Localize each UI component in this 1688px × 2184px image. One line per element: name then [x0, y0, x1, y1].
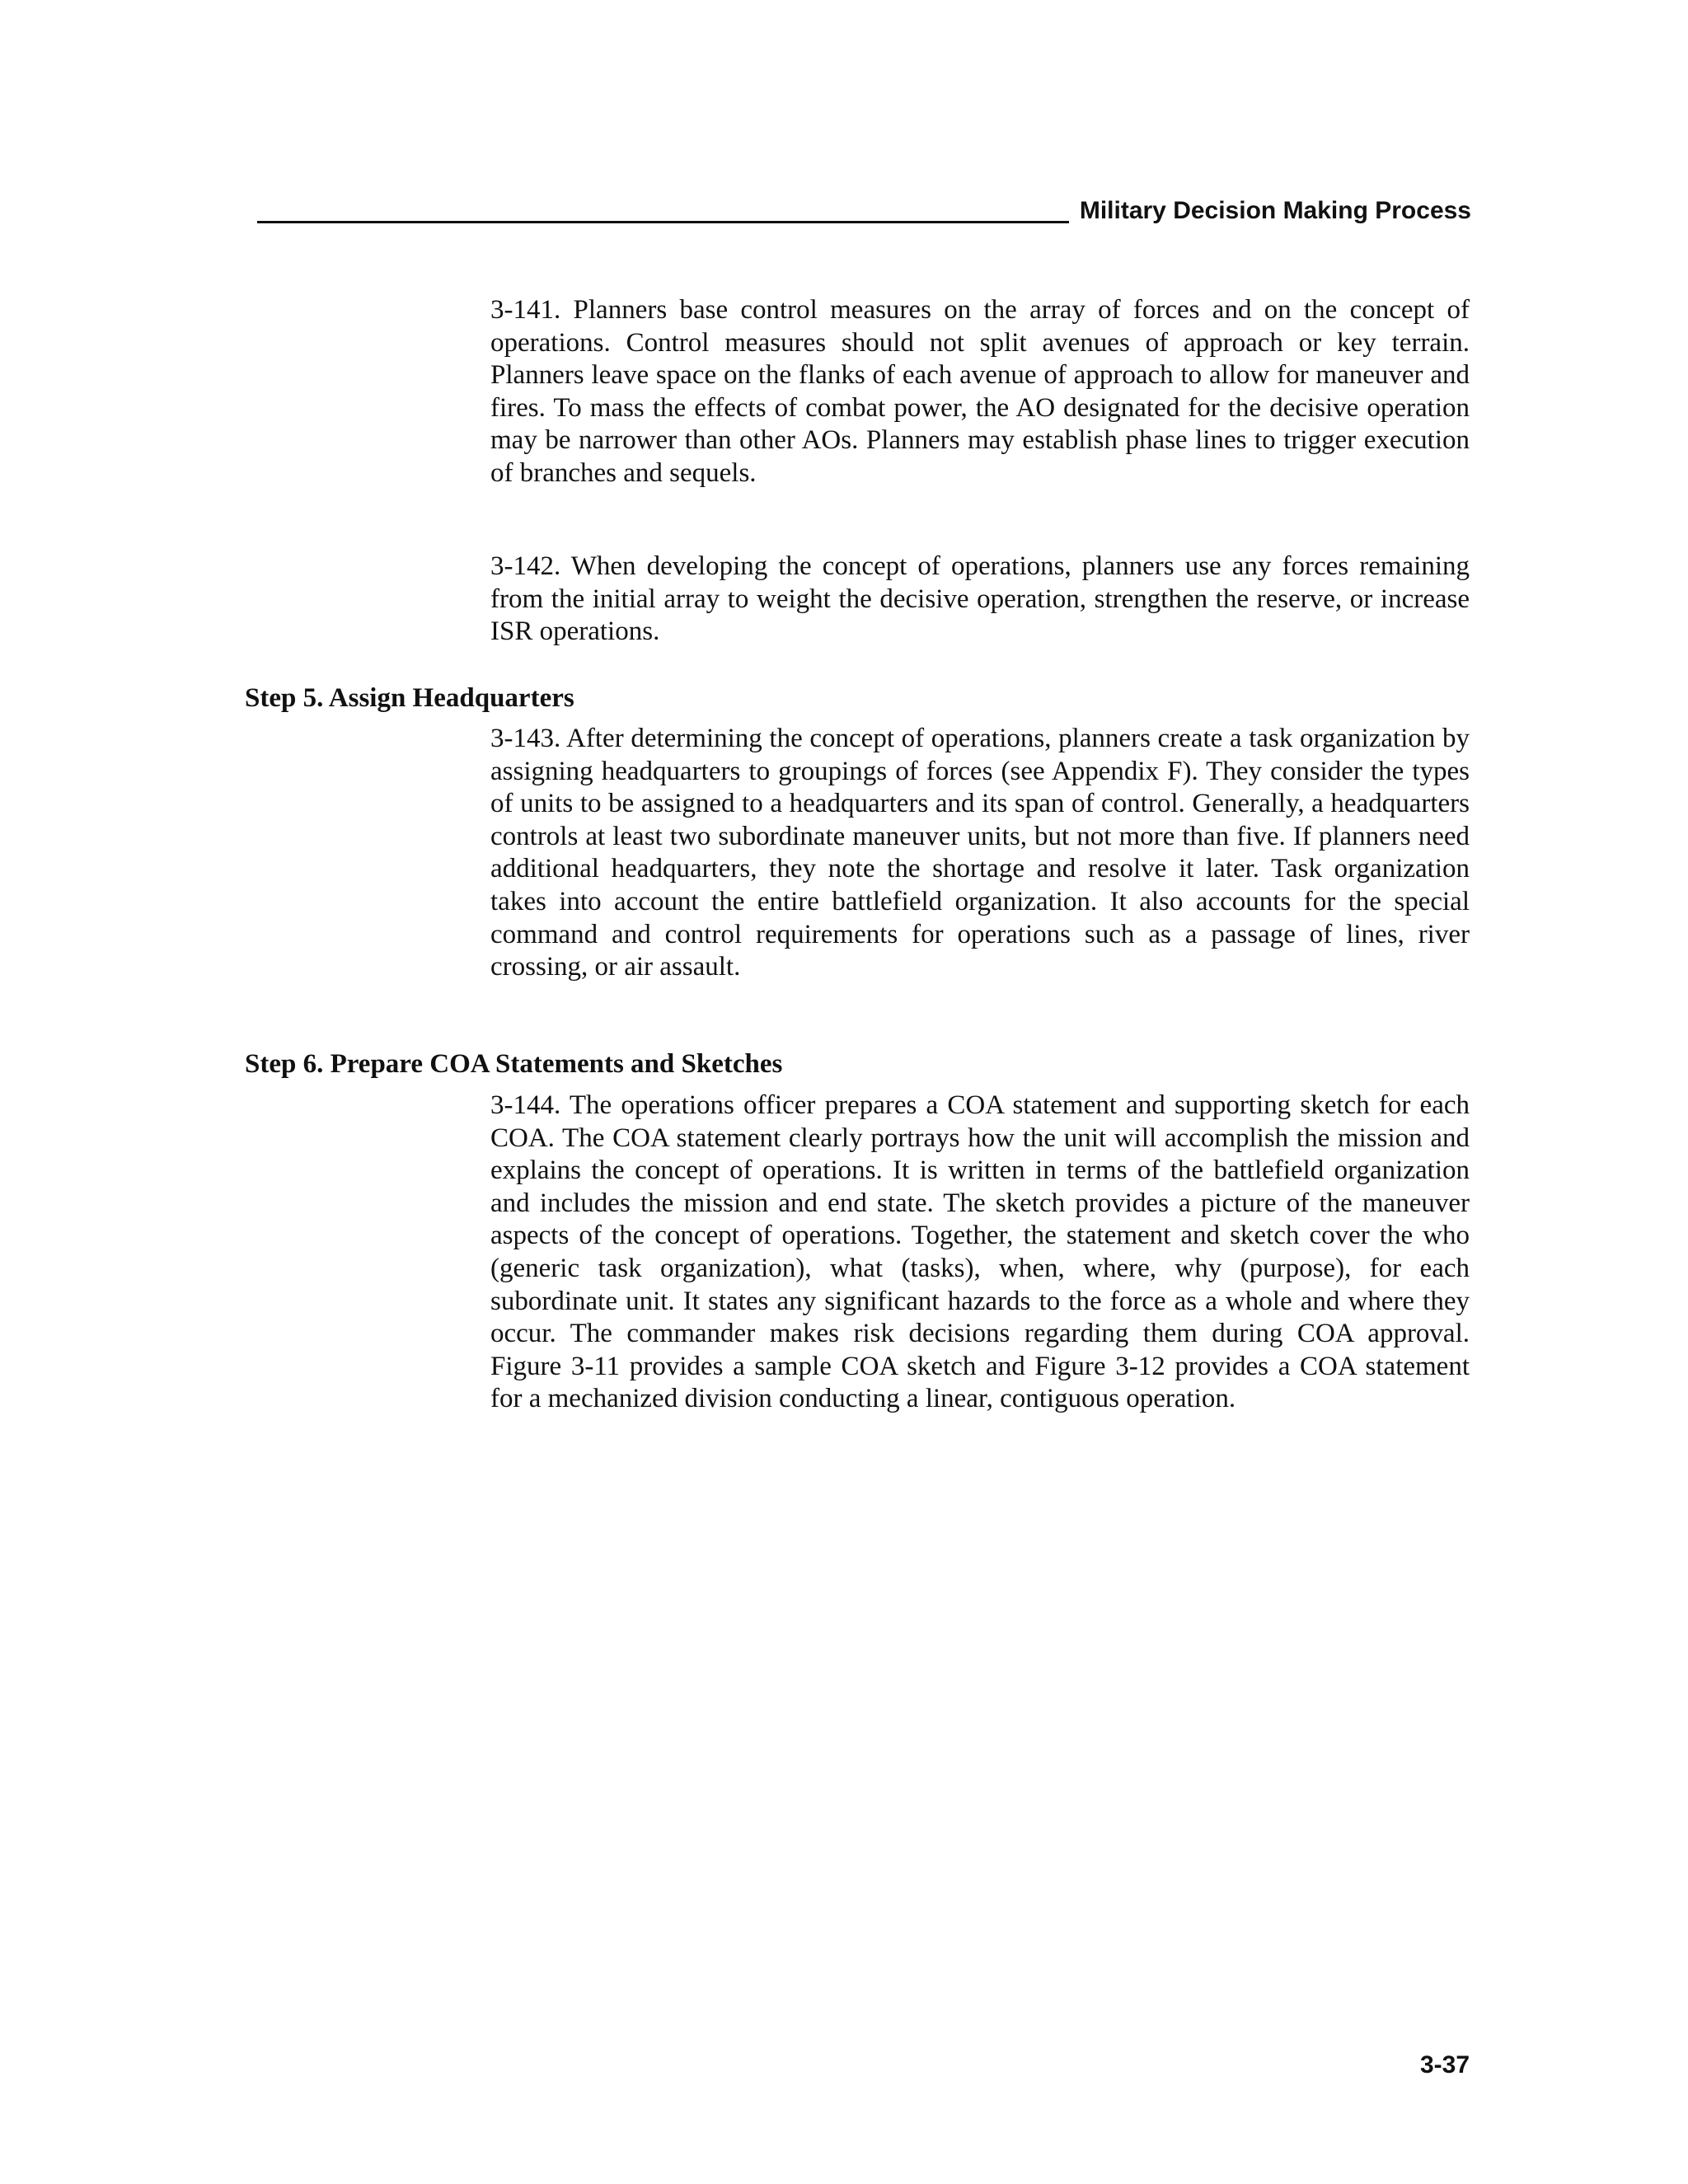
- step-6-heading: Step 6. Prepare COA Statements and Sketches: [245, 1049, 783, 1079]
- step-5-heading: Step 5. Assign Headquarters: [245, 683, 574, 713]
- paragraph-3-143: 3-143. After determining the concept of operations, planners create a task organization by assigning headquarters to groupings of forces (see Appendix F). They consider the types of units to be assigned to a headquarters and its span of control. Generally, a headquarters controls at least two subordinate maneuver units, but not more than five. If planners need additional headquarters, they note the shortage and resolve it later. Task organization takes into account the entire battlefield organization. It also accounts for the special command and control requirements for operations such as a passage of lines, river crossing, or air assault.: [490, 724, 1470, 982]
- paragraph-3-142: 3-142. When developing the concept of operations, planners use any forces remaining from the initial array to weight the decisive operation, strengthen the reserve, or increase ISR operations.: [490, 551, 1470, 647]
- header-rule: [257, 221, 1069, 223]
- paragraph-3-144: 3-144. The operations officer prepares a COA statement and supporting sketch for each COA. The COA statement clearly portrays how the unit will accomplish the mission and explains the concept of operations. It is written in terms of the battlefield organization and includes the mission and end state. The sketch provides a picture of the maneuver aspects of the concept of operations. Together, the statement and sketch cover the who (generic task organization), what (tasks), when, where, why (purpose), for each subordinate unit. It states any significant hazards to the force as a whole and where they occur. The commander makes risk decisions regarding them during COA approval. Figure 3-11 provides a sample COA sketch and Figure 3-12 provides a COA statement for a mechanized division conducting a linear, contiguous operation.: [490, 1090, 1470, 1414]
- running-header-title: Military Decision Making Process: [1079, 197, 1471, 224]
- paragraph-3-141: 3-141. Planners base control measures on the array of forces and on the concept of operations. Control measures should not split avenues of approach or key terrain. Planners leave space on the flanks of each avenue of approach to allow for maneuver and fires. To mass the effects of combat power, the AO designated for the decisive operation may be narrower than other AOs. Planners may establish phase lines to trigger execution of branches and sequels.: [490, 295, 1470, 488]
- page-number: 3-37: [1419, 2051, 1470, 2079]
